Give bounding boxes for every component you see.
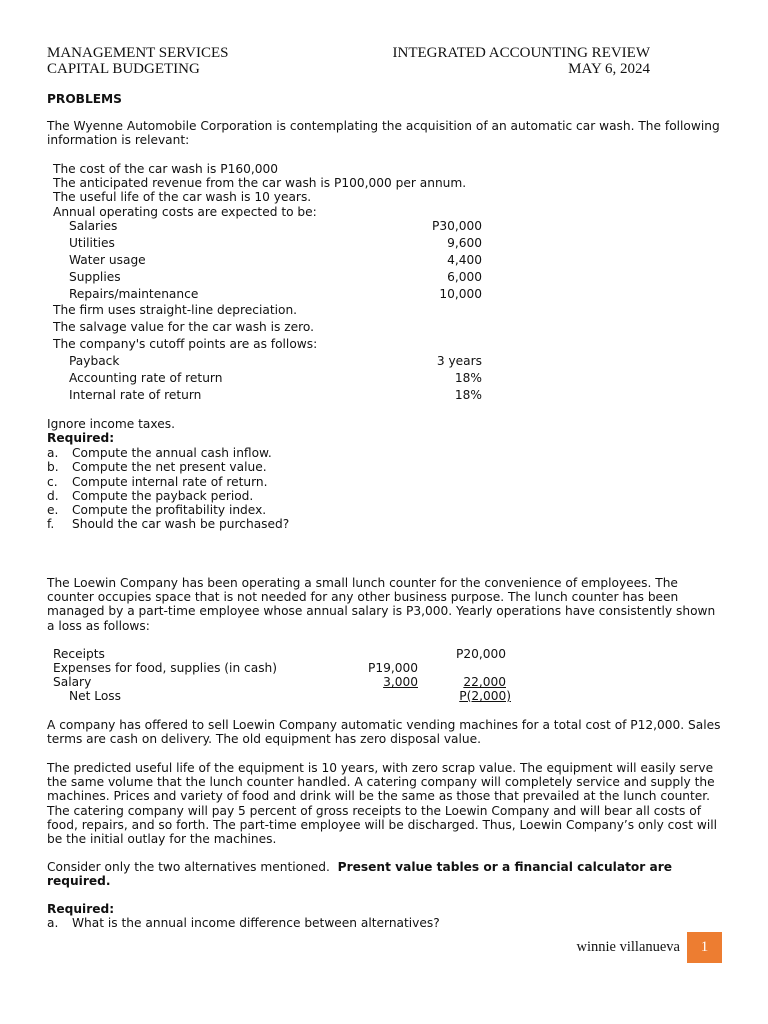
problem1-line: The useful life of the car wash is 10 years. (53, 190, 312, 205)
required-item (47, 475, 447, 489)
consider-paragraph (47, 860, 725, 888)
cutoff-value: 3 years (436, 354, 482, 368)
item-text: Compute the net present value. (72, 460, 267, 475)
cost-value: P30,000 (432, 219, 482, 233)
cutoff-label: Accounting rate of return (69, 371, 223, 385)
section-title: PROBLEMS (47, 92, 122, 106)
item-text: Compute the annual cash inflow. (72, 446, 272, 460)
required-item (47, 446, 447, 460)
item-letter: e. (47, 503, 59, 518)
cost-value: 4,400 (447, 253, 482, 267)
cost-value: 6,000 (447, 270, 482, 284)
cost-label: Utilities (69, 236, 115, 250)
required-item (47, 489, 447, 503)
header-date: MAY 6, 2024 (568, 61, 650, 77)
receipts-value: P20,000 (456, 647, 506, 661)
problem1-line: The cost of the car wash is P160,000 (53, 162, 278, 176)
cutoff-row (69, 371, 482, 388)
net-loss-value: P(2,000) (459, 689, 511, 703)
problem1-line: The anticipated revenue from the car wash is P100,000 per annum. (53, 176, 467, 191)
cost-row (69, 236, 482, 253)
item-text: Compute the profitability index. (72, 503, 267, 518)
problem2-details: The predicted useful life of the equipment is 10 years, with zero scrap value. The equipment will easily serve the same volume that the lunch counter handled. A catering company will completely service and supply the machines. Prices and variety of food and drink will be the same as those that prevailed at the lunch counter. The catering company will pay 5 percent of gross receipts to the Loewin Company and will bear all costs of food, repairs, and so forth. The part-time employee will be discharged. Thus, Loewin Company’s only cost will be the initial outlay for the machines. (47, 761, 717, 847)
required-item (47, 916, 547, 931)
cutoff-label: Internal rate of return (69, 388, 202, 402)
item-text: Compute the payback period. (72, 488, 254, 503)
cost-label: Supplies (69, 270, 121, 284)
cost-row (69, 219, 482, 236)
item-letter: c. (47, 474, 58, 489)
receipts-label: Receipts (53, 647, 105, 661)
required-heading: Required: (47, 431, 115, 445)
cost-label: Salaries (69, 219, 118, 233)
header-topic: CAPITAL BUDGETING (47, 61, 200, 77)
problem1-lines2 (53, 303, 317, 354)
cost-row (69, 287, 482, 304)
problem1-line: The firm uses straight-line depreciation. (53, 303, 298, 317)
consider-bold: Present value tables or a financial calculator are required. (47, 860, 673, 889)
consider-text: Consider only the two alternatives mentioned. (47, 860, 330, 874)
cost-value: 9,600 (447, 236, 482, 250)
cost-label: Repairs/maintenance (69, 287, 199, 301)
salary-value: 3,000 (383, 675, 418, 689)
header-subject: MANAGEMENT SERVICES (47, 45, 229, 61)
item-text: What is the annual income difference between alternatives? (72, 916, 440, 930)
cutoff-label: Payback (69, 354, 120, 368)
item-letter: b. (47, 460, 59, 475)
expenses-label: Expenses for food, supplies (in cash) (53, 661, 278, 675)
cost-value: 10,000 (439, 287, 482, 301)
header-course: INTEGRATED ACCOUNTING REVIEW (392, 45, 650, 61)
required-item (47, 460, 447, 474)
problem1-lines (53, 162, 466, 219)
required-list (47, 446, 447, 532)
problem2-intro: The Loewin Company has been operating a small lunch counter for the convenience of employees. The counter occupies space that is not needed for any other business purpose. The lunch counter has been managed by a part-time employee whose annual salary is P3,000. Yearly operations have consistently shown a loss as follows: (47, 576, 716, 633)
ignore-taxes-note: Ignore income taxes. (47, 417, 175, 431)
required-item (47, 503, 447, 517)
item-letter: a. (47, 916, 59, 930)
cutoff-row (69, 388, 482, 405)
cutoff-list (69, 354, 482, 405)
cutoff-value: 18% (454, 388, 482, 402)
required-item (47, 517, 447, 531)
problem1-line: The salvage value for the car wash is zero. (53, 320, 315, 334)
cutoff-value: 18% (454, 371, 482, 385)
problem1-line: The company's cutoff points are as follows: (53, 337, 318, 351)
problem1-line: Annual operating costs are expected to be: (53, 204, 317, 219)
net-loss-label: Net Loss (69, 689, 121, 703)
item-letter: d. (47, 488, 59, 503)
cost-row (69, 253, 482, 270)
item-letter: a. (47, 446, 59, 460)
item-text: Compute internal rate of return. (72, 474, 268, 489)
required-heading-2: Required: (47, 902, 115, 916)
problem1-intro: The Wyenne Automobile Corporation is contemplating the acquisition of an automatic car wash. The following information is relevant: (47, 119, 720, 148)
salary-total: 22,000 (463, 675, 506, 689)
cost-label: Water usage (69, 253, 146, 267)
salary-label: Salary (53, 675, 92, 689)
problem2-offer: A company has offered to sell Loewin Company automatic vending machines for a total cost of P12,000. Sales terms are cash on delivery. The old equipment has zero disposal value. (47, 718, 721, 747)
loss-table (53, 647, 513, 707)
cutoff-row (69, 354, 482, 371)
page-number: 1 (687, 932, 722, 963)
cost-row (69, 270, 482, 287)
item-letter: f. (47, 517, 55, 532)
item-text: Should the car wash be purchased? (72, 517, 290, 532)
header-right (382, 45, 650, 77)
author-name: winnie villanueva (576, 939, 680, 955)
operating-costs-list (69, 219, 482, 304)
header-left (47, 45, 228, 77)
expenses-value: P19,000 (368, 661, 418, 675)
